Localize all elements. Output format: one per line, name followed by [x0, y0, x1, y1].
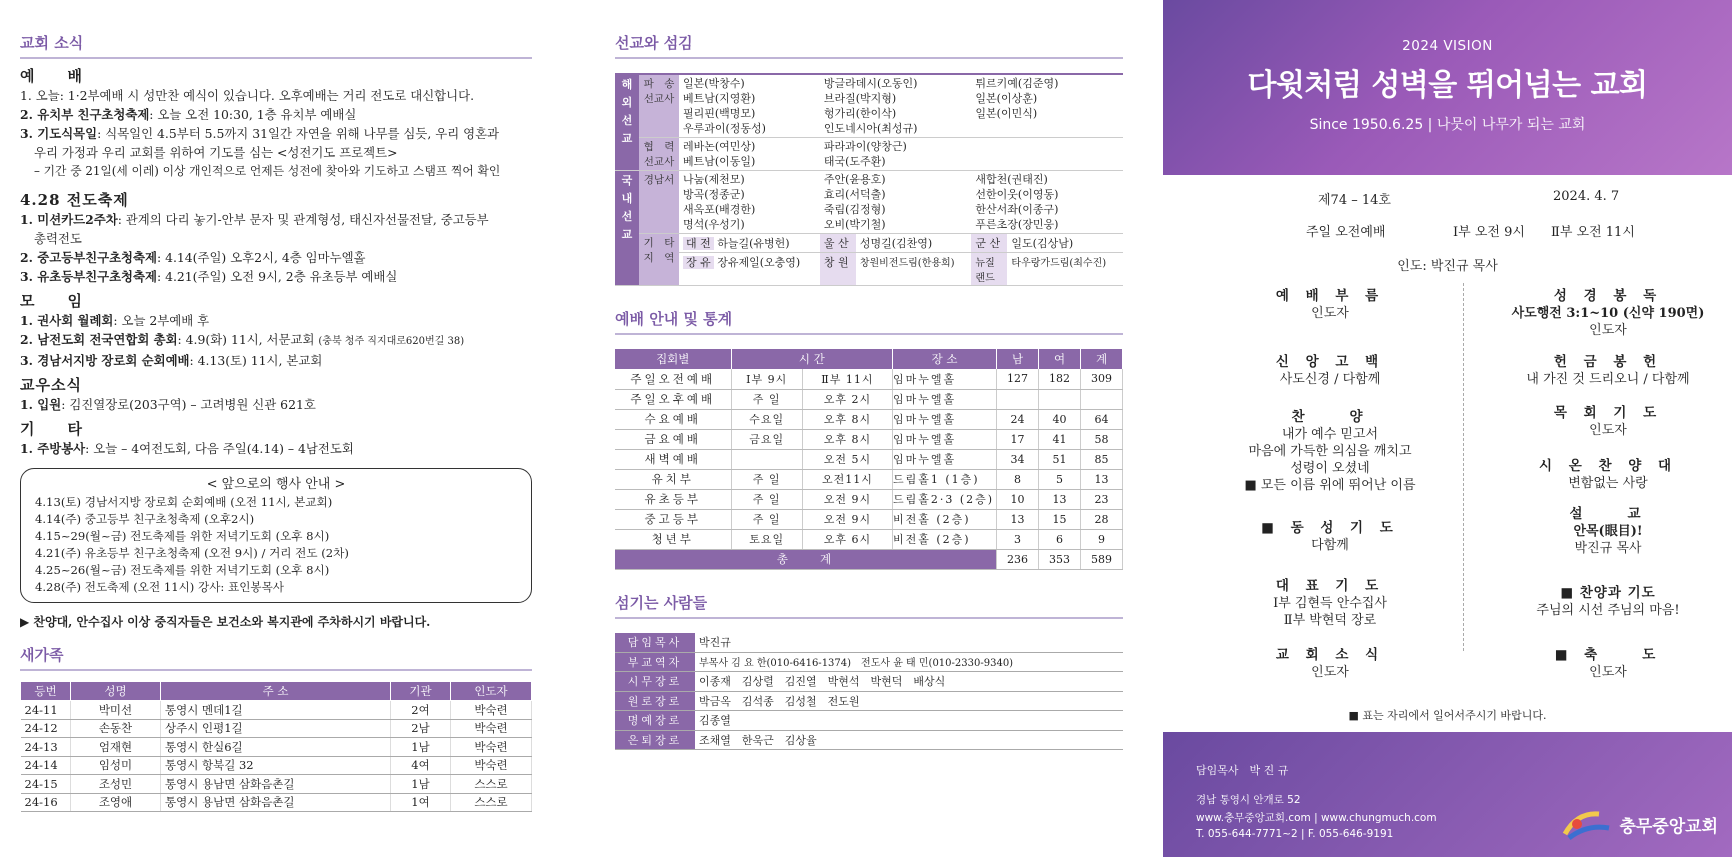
cell: 수요일: [731, 409, 802, 429]
cell: 청년부: [615, 529, 731, 549]
table-row: [615, 389, 1123, 409]
order-item: ■ 축 도 인도자: [1554, 647, 1662, 680]
col-header: 성명: [71, 682, 161, 701]
subheading: 4.28 전도축제: [20, 191, 129, 209]
news-line: 1. 주방봉사: 오늘 – 4여전도회, 다음 주일(4.14) – 4남전도회: [20, 441, 354, 456]
cell: 박숙련: [451, 756, 532, 775]
cell: Ⅰ부 9시: [731, 369, 802, 389]
table-row: [615, 711, 1123, 731]
cell: 24-14: [21, 756, 71, 775]
cell: 대 전 하늘길(유병헌): [679, 234, 820, 253]
order-of-service-column: [1163, 0, 1732, 857]
event-item: 4.15~29(월~금) 전도축제를 위한 저녁기도회 (오후 8시): [35, 529, 330, 543]
cell: 박숙련: [451, 701, 532, 720]
cell: 파라과이(양창근) 태국(도주환): [820, 138, 1123, 171]
table-row: [615, 138, 1123, 171]
col-header: 남: [997, 349, 1039, 369]
section-title: 교회 소식: [20, 32, 532, 59]
cell: 13: [1081, 469, 1123, 489]
news-line: 3. 경남서지방 장로회 순회예배: 4.13(토) 11시, 본교회: [20, 353, 323, 368]
table-row: [615, 730, 1123, 750]
cell: 금요일: [731, 429, 802, 449]
table-row: [21, 756, 532, 775]
col-header: 인도자: [451, 682, 532, 701]
table-row: [615, 529, 1123, 549]
church-footer: [1163, 732, 1732, 857]
event-item: 4.14(주) 중고등부 친구초청축제 (오후2시): [35, 512, 255, 526]
news-line: 총력전도: [34, 231, 82, 246]
cell: 임마누엘홀: [893, 409, 997, 429]
order-item: 찬 양 내가 예수 믿고서 마음에 가득한 의심을 깨치고 성령이 오셨네 ■ 모든 이름 위에 뛰어난 이름: [1244, 409, 1416, 493]
cell: 8: [997, 469, 1039, 489]
cell: 부목사 김 요 한(010-6416-1374) 전도사 윤 태 민(010-2330-9340): [695, 652, 1123, 672]
section-title: 선교와 섬김: [615, 32, 1123, 59]
cell: 박숙련: [451, 738, 532, 757]
cell: 17: [997, 429, 1039, 449]
overseas-label: 해외선교: [615, 74, 639, 171]
cell: 성명길(김찬영): [856, 234, 972, 253]
cell: 드림홀2·3 (2층): [893, 489, 997, 509]
cell: 51: [1039, 449, 1081, 469]
cell: 통영시 한실6길: [161, 738, 391, 757]
cell: 원로장로: [615, 691, 695, 711]
cell: 5: [1039, 469, 1081, 489]
cell: 주 일: [731, 469, 802, 489]
col-header: 집회별: [615, 349, 731, 369]
bulletin-date: 2024. 4. 7: [1553, 189, 1620, 204]
mission-column: [615, 0, 1123, 857]
cell: [997, 389, 1039, 409]
news-line: 2. 남전도회 전국연합회 총회: 4.9(화) 11시, 서문교회 (충북 청주 직지대로620번길 38): [20, 332, 465, 347]
cell: 방글라데시(오동인) 브라질(박지형) 헝가리(한이삭) 인도네시아(최성규): [820, 74, 972, 138]
cell: 24-12: [21, 719, 71, 738]
cell: 127: [997, 369, 1039, 389]
cell: 오후 8시: [802, 409, 892, 429]
cell: 박금옥 김석종 김성철 전도원: [695, 691, 1123, 711]
parking-notice: ▶ 찬양대, 안수집사 이상 중직자들은 보건소와 복지관에 주차하시기 바랍니다.: [20, 615, 431, 629]
church-logo: 충무중앙교회: [1559, 804, 1718, 844]
vision-year: 2024 VISION: [1402, 38, 1493, 54]
cell: 34: [997, 449, 1039, 469]
service-name: 주일 오전예배: [1306, 225, 1386, 240]
cell: 4여: [391, 756, 451, 775]
table-row: [615, 672, 1123, 692]
church-phone: T. 055-644-7771~2 | F. 055-646-9191: [1196, 828, 1394, 840]
table-row: [21, 775, 532, 794]
news-line: 2. 유치부 친구초청축제: 오늘 오전 10:30, 1층 유치부 예배실: [20, 107, 357, 122]
section-title: 새가족: [20, 644, 532, 671]
order-item: 성 경 봉 독 사도행전 3:1~10 (신약 190면) 인도자: [1511, 288, 1705, 338]
cell: 9: [1081, 529, 1123, 549]
standing-note: ■ 표는 자리에서 일어서주시기 바랍니다.: [1348, 709, 1547, 722]
cell: 1남: [391, 775, 451, 794]
cell: 부교역자: [615, 652, 695, 672]
cell: 통영시 용남면 삼화음촌길: [161, 775, 391, 794]
table-header: [615, 349, 1123, 369]
cell: 레바논(여민상) 베트남(이동일): [679, 138, 820, 171]
cell: 2여: [391, 701, 451, 720]
event-item: 4.25~26(월~금) 전도축제를 위한 저녁기도회 (오후 8시): [35, 563, 330, 577]
upcoming-events-box: [20, 468, 532, 603]
cell: [1081, 389, 1123, 409]
cell: 조채열 한욱근 김상율: [695, 730, 1123, 750]
table-row: [615, 633, 1123, 653]
cell: 1남: [391, 738, 451, 757]
table-row: [615, 691, 1123, 711]
cell: 24-16: [21, 793, 71, 812]
cell: 13: [1039, 489, 1081, 509]
vision-since: Since 1950.6.25 | 나뭇이 나무가 되는 교회: [1309, 117, 1586, 133]
cell: 상주시 인평1길: [161, 719, 391, 738]
cell: 85: [1081, 449, 1123, 469]
other-label: 기 타 지 역: [639, 234, 679, 286]
col-header: 주 소: [161, 682, 391, 701]
cell: 뉴질랜드: [971, 253, 1007, 286]
gn-label: 경남서: [639, 171, 679, 234]
col-header: 장 소: [893, 349, 997, 369]
cell: 명예장로: [615, 711, 695, 731]
cell: 주일오전예배: [615, 369, 731, 389]
cell: 임마누엘홀: [893, 449, 997, 469]
table-row: [21, 738, 532, 757]
table-row: [615, 469, 1123, 489]
cell: 엄재현: [71, 738, 161, 757]
cell: 비전홀 (2층): [893, 509, 997, 529]
cell: 통영시 항북길 32: [161, 756, 391, 775]
cell: 24-11: [21, 701, 71, 720]
table-header: [21, 682, 532, 701]
cell: 15: [1039, 509, 1081, 529]
col-header: 여: [1039, 349, 1081, 369]
subheading: 모 임: [20, 292, 83, 310]
cell: 중고등부: [615, 509, 731, 529]
cell: 드림홀1 (1층): [893, 469, 997, 489]
cell: 24-15: [21, 775, 71, 794]
cell: 오전 9시: [802, 509, 892, 529]
cell: 유초등부: [615, 489, 731, 509]
news-line: 3. 유초등부친구초청축제: 4.21(주일) 오전 9시, 2층 유초등부 예배실: [20, 269, 398, 284]
new-family-table: [20, 681, 532, 812]
cell: 오후 2시: [802, 389, 892, 409]
cell: 새벽예배: [615, 449, 731, 469]
domestic-label: 국내선교: [615, 171, 639, 286]
table-row: [615, 234, 1123, 253]
cell: 309: [1081, 369, 1123, 389]
cell: 비전홀 (2층): [893, 529, 997, 549]
cell: 임마누엘홀: [893, 389, 997, 409]
cell: 40: [1039, 409, 1081, 429]
order-item: ■ 동 성 기 도 다함께: [1261, 520, 1399, 553]
pastor-name: 담임목사 박 진 규: [1196, 764, 1289, 777]
church-news-column: [20, 0, 532, 857]
cell: 353: [1039, 549, 1081, 569]
order-item: ■ 찬양과 기도 주님의 시선 주님의 마음!: [1536, 585, 1680, 618]
vision-banner: [1163, 0, 1732, 175]
order-item: 설 교 안목(眼目)! 박진규 목사: [1569, 506, 1647, 556]
order-item: 신 앙 고 백 사도신경 / 다함께: [1275, 354, 1385, 387]
cell: 박미선: [71, 701, 161, 720]
cell: 조성민: [71, 775, 161, 794]
cell: 박진규: [695, 633, 1123, 653]
cell: 은퇴장로: [615, 730, 695, 750]
order-item: 대 표 기 도 Ⅰ부 김현득 안수집사 Ⅱ부 박현덕 장로: [1273, 578, 1387, 628]
cell: 41: [1039, 429, 1081, 449]
section-title: 예배 안내 및 통계: [615, 308, 1123, 335]
cell: 시무장로: [615, 672, 695, 692]
cell: 나눔(제천모) 방곡(정종군) 새옥포(배경한) 명석(우성기): [679, 171, 820, 234]
table-row: [615, 429, 1123, 449]
cell: 오전 5시: [802, 449, 892, 469]
table-row: [21, 793, 532, 812]
box-title: < 앞으로의 행사 안내 >: [206, 477, 346, 492]
table-row: [615, 449, 1123, 469]
cell: 손동찬: [71, 719, 161, 738]
cell: 24: [997, 409, 1039, 429]
cell: 임성미: [71, 756, 161, 775]
cell: 589: [1081, 549, 1123, 569]
col-header: 기관: [391, 682, 451, 701]
table-row: [21, 701, 532, 720]
cell: 수요예배: [615, 409, 731, 429]
cell: 주 일: [731, 509, 802, 529]
cell: 스스로: [451, 775, 532, 794]
cell: 주안(윤용호) 효리(서덕출) 죽림(김정형) 오비(박기철): [820, 171, 972, 234]
cell: 3: [997, 529, 1039, 549]
table-row: [615, 369, 1123, 389]
cell: 일도(김상남): [1007, 234, 1123, 253]
cell: 2남: [391, 719, 451, 738]
section-title: 섬기는 사람들: [615, 592, 1123, 619]
cell: 창 원: [820, 253, 856, 286]
subheading: 기 타: [20, 420, 83, 438]
cell: 주 일: [731, 389, 802, 409]
table-row: [615, 409, 1123, 429]
church-logo-icon: [1559, 804, 1615, 844]
vision-slogan: 다윗처럼 성벽을 뛰어넘는 교회: [1247, 68, 1648, 103]
table-row: [615, 652, 1123, 672]
cell: 조영애: [71, 793, 161, 812]
cell: 이종재 김상렬 김진열 박현석 박현덕 배상식: [695, 672, 1123, 692]
cell: 182: [1039, 369, 1081, 389]
cell: 임마누엘홀: [893, 429, 997, 449]
subheading: 예 배: [20, 67, 83, 85]
cell: Ⅱ부 11시: [802, 369, 892, 389]
cell: 13: [997, 509, 1039, 529]
cell: 군 산: [971, 234, 1007, 253]
service-time-2: Ⅱ부 오전 11시: [1551, 225, 1635, 240]
table-row: [21, 719, 532, 738]
mission-table: [615, 73, 1123, 286]
cell: 10: [997, 489, 1039, 509]
dispatch-label: 파 송 선교사: [639, 74, 679, 138]
worship-stats-table: [615, 349, 1123, 570]
col-header: 등번: [21, 682, 71, 701]
cell: 6: [1039, 529, 1081, 549]
cell: 64: [1081, 409, 1123, 429]
cell: 오전 9시: [802, 489, 892, 509]
cell: 새합천(권태진) 선한이웃(이영동) 한산서좌(이종구) 푸른초장(장민웅): [971, 171, 1123, 234]
church-address: 경남 통영시 안개로 52: [1196, 794, 1301, 806]
col-header: 계: [1081, 349, 1123, 369]
news-line: 1. 입원: 김진열장로(203구역) – 고려병원 신관 621호: [20, 397, 316, 412]
cell: 23: [1081, 489, 1123, 509]
table-row: [615, 171, 1123, 234]
order-item: 예 배 부 름 인도자: [1275, 288, 1385, 321]
cell: 담임목사: [615, 633, 695, 653]
cell: 28: [1081, 509, 1123, 529]
cell: 주 일: [731, 489, 802, 509]
cell: 58: [1081, 429, 1123, 449]
news-line: 2. 중고등부친구초청축제: 4.14(주일) 오후2시, 4층 임마누엘홀: [20, 250, 366, 265]
cell: 임마누엘홀: [893, 369, 997, 389]
cell: 통영시 멘데1길: [161, 701, 391, 720]
cell: 튀르키예(김준영) 일본(이상훈) 일본(이민식): [971, 74, 1123, 138]
cell: 타우랑가드림(최수진): [1007, 253, 1123, 286]
order-item: 시 온 찬 양 대 변함없는 사랑: [1538, 458, 1677, 491]
cell: 창원비전드림(한용희): [856, 253, 972, 286]
service-time-1: Ⅰ부 오전 9시: [1453, 225, 1525, 240]
issue-number: 제74 – 14호: [1318, 193, 1391, 208]
cell: 오후 6시: [802, 529, 892, 549]
news-line: 1. 미션카드2주차: 관계의 다리 놓기-안부 문자 및 관계형성, 태신자선물전달, 중고등부: [20, 212, 489, 227]
cell: 유치부: [615, 469, 731, 489]
news-line: 3. 기도식목일: 식목일인 4.5부터 5.5까지 31일간 자연을 위해 나무를 심듯, 우리 영혼과: [20, 126, 500, 141]
cell: 금요예배: [615, 429, 731, 449]
cell: 오후 8시: [802, 429, 892, 449]
table-row: [615, 74, 1123, 138]
cell: 1여: [391, 793, 451, 812]
cell: 236: [997, 549, 1039, 569]
table-row: [615, 253, 1123, 286]
event-item: 4.21(주) 유초등부 친구초청축제 (오전 9시) / 거리 전도 (2차): [35, 546, 349, 560]
table-row: [615, 509, 1123, 529]
cell: [1039, 389, 1081, 409]
cell: 토요일: [731, 529, 802, 549]
cell: 스스로: [451, 793, 532, 812]
order-item: 헌 금 봉 헌 내 가진 것 드리오니 / 다함께: [1526, 354, 1690, 387]
cell: [731, 449, 802, 469]
news-line: – 기간 중 21일(세 이레) 이상 개인적으로 언제든 성전에 찾아와 기도하고 스탬프 찍어 확인: [34, 164, 501, 178]
event-item: 4.13(토) 경남서지방 장로회 순회예배 (오전 11시, 본교회): [35, 495, 333, 509]
cell: 주일오후예배: [615, 389, 731, 409]
cell: 통영시 용남면 삼화음촌길: [161, 793, 391, 812]
news-line: 우리 가정과 우리 교회를 위하여 기도를 심는 <성전기도 프로젝트>: [34, 145, 398, 160]
cell: 일본(박창수) 베트남(지영환) 필리핀(백명모) 우루과이(정동성): [679, 74, 820, 138]
news-line: 1. 권사회 월례회: 오늘 2부예배 후: [20, 313, 210, 328]
subheading: 교우소식: [20, 376, 82, 394]
cell: 울 산: [820, 234, 856, 253]
cell: 박숙련: [451, 719, 532, 738]
news-line: 1. 오늘: 1·2부예배 시 성만찬 예식이 있습니다. 오후예배는 거리 전도로 대신합니다.: [20, 88, 475, 103]
event-item: 4.28(주) 전도축제 (오전 11시) 강사: 표인봉목사: [35, 580, 284, 594]
staff-table: [615, 633, 1123, 751]
divider: [1463, 283, 1464, 651]
cell: 총 계: [615, 549, 997, 569]
cell: 장 유 장유제일(오충영): [679, 253, 820, 286]
cell: 김종열: [695, 711, 1123, 731]
cell: 오전11시: [802, 469, 892, 489]
church-website[interactable]: www.충무중앙교회.com | www.chungmuch.com: [1196, 812, 1437, 824]
order-item: 교 회 소 식 인도자: [1275, 647, 1385, 680]
order-item: 목 회 기 도 인도자: [1553, 405, 1663, 438]
total-row: [615, 549, 1123, 569]
presider: 인도: 박진규 목사: [1397, 259, 1498, 274]
cell: 24-13: [21, 738, 71, 757]
coop-label: 협 력 선교사: [639, 138, 679, 171]
table-row: [615, 489, 1123, 509]
col-header: 시 간: [731, 349, 893, 369]
